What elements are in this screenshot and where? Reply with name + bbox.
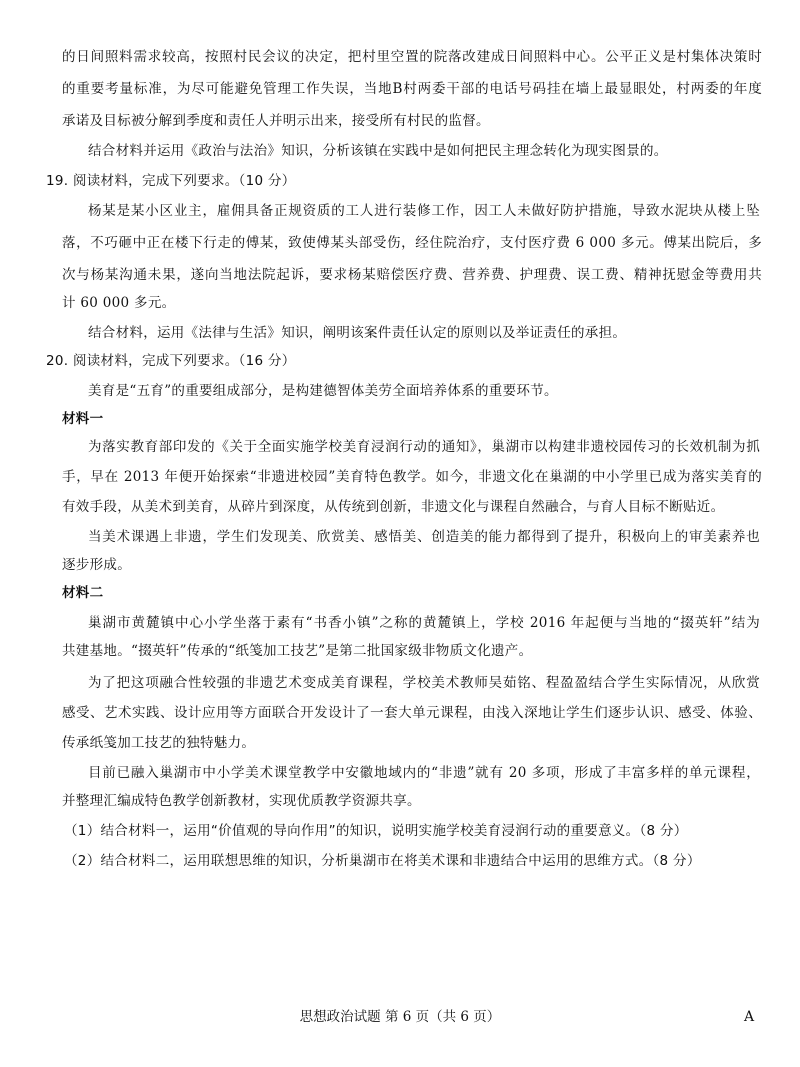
q19-text-line-1: 杨某是某小区业主，雇佣具备正规资质的工人进行装修工作，因工人未做好防护措施，导致水泥块从楼上坠 — [88, 203, 760, 219]
material-1-line-1: 为落实教育部印发的《关于全面实施学校美育浸润行动的通知》，巢湖市以构建非遗校园传习的长效机制为抓 — [88, 439, 760, 455]
q19-header: 19. 阅读材料，完成下列要求。（10 分） — [46, 173, 296, 189]
material-1-line-4: 当美术课遇上非遗，学生们发现美、欣赏美、感悟美、创造美的能力都得到了提升，积极向上的审美素养也 — [88, 529, 760, 545]
material-2-line-1: 巢湖市黄麓镇中心小学坐落于素有“书香小镇”之称的黄麓镇上，学校 2016 年起便与当地的“掇英轩”结为 — [88, 615, 760, 631]
material-2-line-3: 为了把这项融合性较强的非遗艺术变成美育课程，学校美术教师吴茹铭、程盈盈结合学生实际情况，从欣赏 — [88, 675, 760, 691]
material-1-line-2: 手，早在 2013 年便开始探索“非遗进校园”美育特色教学。如今，非遗文化在巢湖的中小学里已成为落实美育的 — [62, 469, 762, 485]
material-2-line-4: 感受、艺术实践、设计应用等方面联合开发设计了一套大单元课程，由浅入深地让学生们逐步认识、感受、体验、 — [62, 705, 762, 721]
material-2-line-2: 共建基地。“掇英轩”传承的“纸笺加工技艺”是第二批国家级非物质文化遗产。 — [62, 643, 533, 659]
q20-subquestion-2: （2）结合材料二，运用联想思维的知识，分析巢湖市在将美术课和非遗结合中运用的思维方式。（8 分） — [64, 853, 701, 869]
material-1-title: 材料一 — [62, 411, 104, 427]
q18-text-line-2: 的重要考量标准，为尽可能避免管理工作失误，当地B村两委干部的电话号码挂在墙上最显眼处，村两委的年度 — [62, 81, 762, 97]
material-1-line-3: 有效手段，从美术到美育，从碎片到深度，从传统到创新，非遗文化与课程自然融合，与育人目标不断贴近。 — [62, 499, 725, 515]
page-footer: 思想政治试题 第 6 页（共 6 页） — [299, 1009, 501, 1025]
q20-header: 20. 阅读材料，完成下列要求。（16 分） — [46, 353, 296, 369]
q18-prompt: 结合材料并运用《政治与法治》知识，分析该镇在实践中是如何把民主理念转化为现实图景的。 — [88, 143, 668, 159]
material-2-line-6: 目前已融入巢湖市中小学美术课堂教学中安徽地域内的“非遗”就有 20 多项，形成了丰富多样的单元课程， — [88, 765, 760, 781]
q19-text-line-3: 次与杨某沟通未果，遂向当地法院起诉，要求杨某赔偿医疗费、营养费、护理费、误工费、精神抚慰金等费用共 — [62, 267, 762, 283]
q20-subquestion-1: （1）结合材料一，运用“价值观的导向作用”的知识，说明实施学校美育浸润行动的重要意义。（8 分） — [64, 823, 688, 839]
q19-prompt: 结合材料，运用《法律与生活》知识，阐明该案件责任认定的原则以及举证责任的承担。 — [88, 325, 627, 341]
material-2-title: 材料二 — [62, 585, 104, 601]
material-2-line-7: 并整理汇编成特色教学创新教材，实现优质教学资源共享。 — [62, 793, 421, 809]
q19-text-line-2: 落，不巧砸中正在楼下行走的傅某，致使傅某头部受伤，经住院治疗，支付医疗费 6 000 多元。傅某出院后，多 — [62, 235, 762, 251]
q18-text-line-3: 承诺及目标被分解到季度和责任人并明示出来，接受所有村民的监督。 — [62, 113, 490, 129]
q18-text-line-1: 的日间照料需求较高，按照村民会议的决定，把村里空置的院落改建成日间照料中心。公平正义是村集体决策时 — [62, 49, 762, 65]
q19-text-line-4: 计 60 000 多元。 — [62, 295, 176, 311]
paper-version-mark: A — [744, 1009, 755, 1025]
material-2-line-5: 传承纸笺加工技艺的独特魅力。 — [62, 735, 256, 751]
q20-intro: 美育是“五育”的重要组成部分，是构建德智体美劳全面培养体系的重要环节。 — [88, 383, 558, 399]
material-1-line-5: 逐步形成。 — [62, 557, 131, 573]
